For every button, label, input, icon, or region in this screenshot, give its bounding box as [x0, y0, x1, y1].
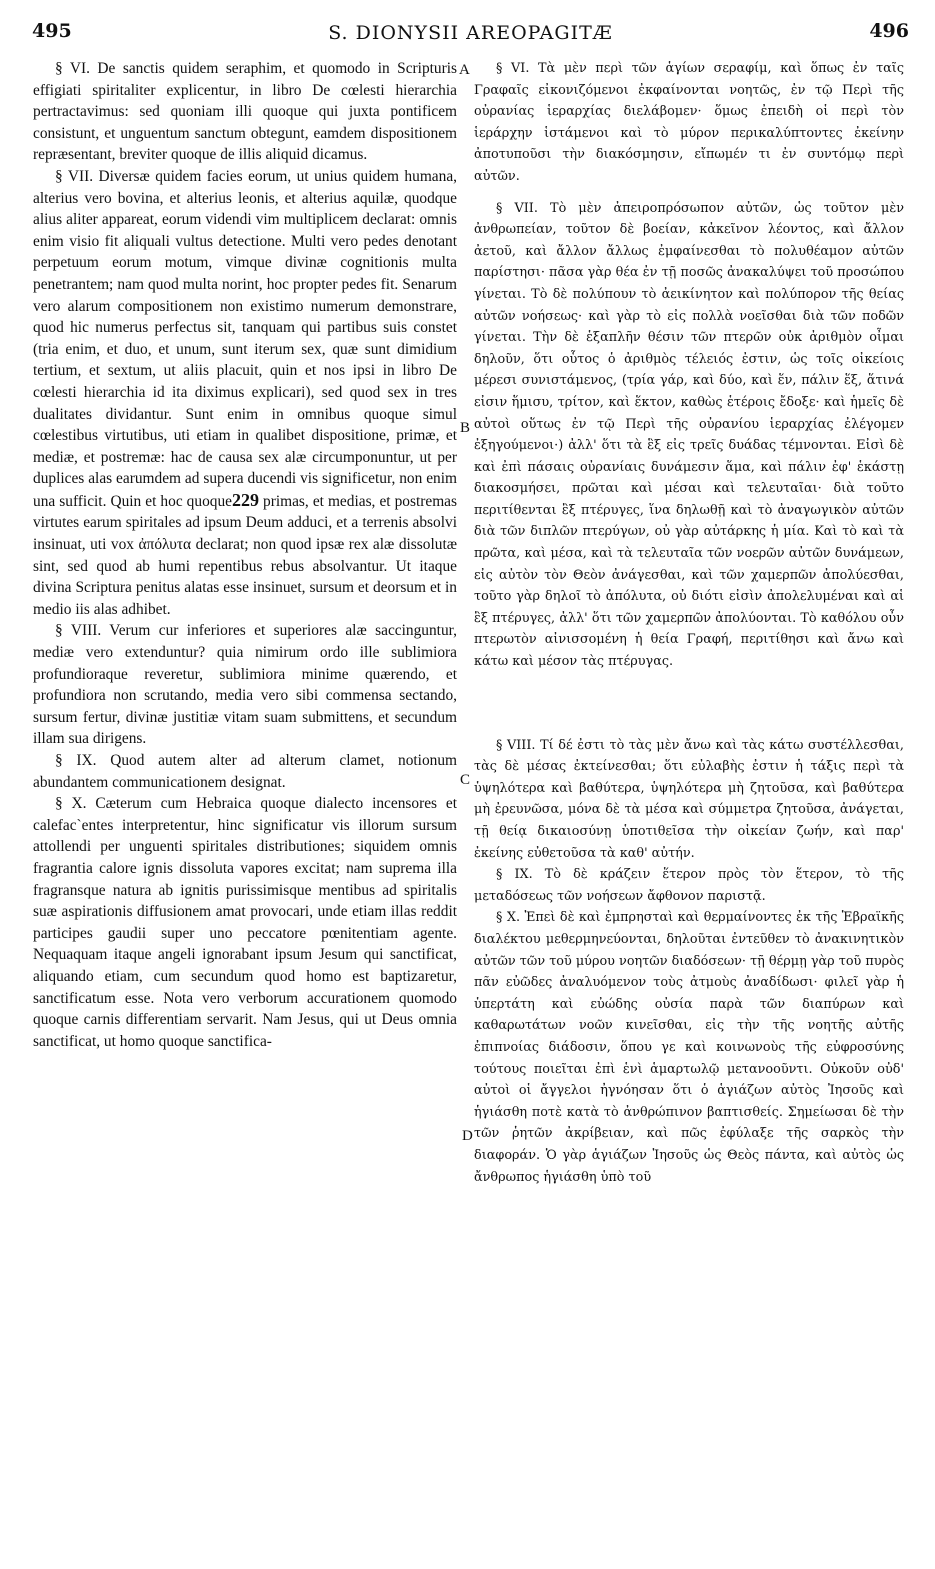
greek-paragraph-9: § IX. Τὸ δὲ κράζειν ἕτερον πρὸς τὸν ἕτερον, τὸ τῆς μεταδόσεως τῶν νοήσεων ἄφθονον παριστᾷ. — [474, 867, 904, 904]
greek-paragraph-10: § X. Ἐπεὶ δὲ καὶ ἐμπρησταὶ καὶ θερμαίνοντες ἐκ τῆς Ἑβραϊκῆς διαλέκτου μεθερμηνεύονται, δηλοῦται ἐντεῦθεν τὸ ἀνακινητικὸν αὐτῶν τῶν τοῦ μύρου νοητῶν διαδόσεων· τῇ θέρμῃ γὰρ τοῦ πυρὸς πᾶν εὐῶδες ἀναλυόμενον τοὺς ἀτμοὺς ἀναδίδωσι· φιλεῖ γὰρ ἡ ὑπερτάτη καὶ εὐώδης οὐσία παρὰ τῶν διαπύρων καὶ καθαρωτάτων νοῶν κινεῖσθαι, εἰς τὴν τῆς νοητῆς αὐτῆς ἐπιπνοίας διάδοσιν, ὅπου γε καὶ κοινωνοὺς τῆς εὐφροσύνης τούτους ποιεῖται ἐπὶ ἑνὶ ἁμαρτωλῷ μετανοοῦντι. Οὐκοῦν οὐδ' αὐτοὶ οἱ ἄγγελοι ἠγνόησαν ὅτι ὁ ἁγιάζων αὐτὸς Ἰησοῦς καὶ ἡγιάσθη ποτὲ κατὰ τὸ ἀνθρώπινον βαπτισθείς. Σημείωσαι δὲ τὴν τῶν ῥητῶν ἀκρίβειαν, καὶ πῶς ἐφύλαξε τῆς σαρκὸς τὴν διαφοράν. Ὁ γὰρ ἁγιάζων Ἰησοῦς ὡς Θεὸς πάντα, καὶ αὐτὸς ὡς ἄνθρωπος ἡγιάσθη ὑπὸ τοῦ — [474, 910, 904, 1185]
margin-letter-a: A — [459, 62, 470, 78]
greek-column — [474, 58, 904, 1558]
latin-paragraph-7-text: § VII. Diversæ quidem facies eorum, ut unius quidem humana, alterius vero bovina, et alterius leonis, et alterius aquilæ, quodque alius aliter appareat, eorum videndi vim multiplicem declarat: omnis enim visio fit aliquali vultus detectione. Multi vero pedes denotant perpetuum eorum motum, vimque divinæ cognitionis multa penetrantem; nam quod multa norint, hoc propter pedes fit. Senarum vero alarum compositionem non existimo numerum demonstrare, quod hic numerus perfectus sit, tanquam qui partibus suis constet (tria enim, et duo, et unum, sunt iterum sex, quæ sunt dimidium tertium, et sextum, ut aliis placuit, quin et nos ipsi in libro De cœlesti hierarchia id ita diximus explicari), sed quod sex in tres dualitates dividantur. Sunt enim in omnibus quoque simul cœlestibus virtutibus, uti etiam in qualibet dispositione, primæ, et mediæ, et postremæ: hac de causa sex alæ circumponuntur, ut per duplices alas earumdem ad supera ducendi vis significetur, non enim una sufficit. Quin et hoc quoque — [33, 167, 457, 510]
margin-letter-d: D — [462, 1128, 473, 1144]
latin-paragraph-8: § VIII. Verum cur inferiores et superiores alæ saccinguntur, mediæ vero extenduntur? quia nimirum ordo ille sublimiora profundioraque reveretur, sublimiora minime quærendo, et profundiora non scrutando, media vero sibi commensa sectando, sursum fertur, divinæ justitiæ vitam suam submittens, et secundum illam sua dirigens. — [33, 622, 457, 748]
page-number-right: 496 — [869, 20, 909, 42]
latin-paragraph-6: § VI. De sanctis quidem seraphim, et quomodo in Scripturis effigiati spiritaliter explicentur, in libro De cœlesti hierarchia pertractavimus: sed quoniam illi quoque qui juxta pontificem consistunt, et unguentum sanctum obtegunt, eamdem dispositionem repræsentant, breviter quoque de illis aliquid dicamus. — [33, 60, 457, 164]
margin-letter-c: C — [460, 772, 471, 788]
latin-column — [33, 58, 457, 1558]
latin-paragraph-7-cont: primas, et medias, et postremas virtutes earum spiritales ad ipsum Deum adduci, et a terrenis absolvi insinuat, uti vox ἀπόλυτα declarat; non quod ipsæ rex alæ dissolutæ sint, sed quod ab humi repentibus rebus absolvantur. Ut itaque divina Scriptura penitus alatas esse insinuet, sursum et deorsum et in medio iis alas adhibet. — [33, 492, 457, 618]
margin-letter-b: B — [460, 420, 471, 436]
page-number-left: 495 — [32, 20, 72, 42]
column-number: 229 — [232, 489, 259, 510]
running-title: S. DIONYSII AREOPAGITÆ — [328, 22, 613, 44]
latin-paragraph-10: § X. Cæterum cum Hebraica quoque dialecto incensores et calefac`entes interpretentur, hinc significatur vis illorum sursum attollendi per unguenti spiritales distributiones; siquidem omnis fragrantia calore ignis dissoluta vapores excitat; nam suprema illa fragransque natura ab ignitis purissimisque mentibus ad spiritalis suæ aspirationis diffusionem amat provocari, unde etiam illas reddit participes gaudii super uno peccatore pœnitentiam agente. Nequaquam itaque angeli ignorabant ipsum Jesum qui sanctificat, aliquando etiam, cum secundum quod homo est baptizaretur, sanctificatum esse. Nota vero verborum accurationem quomodo quoque carnis differentiam servarit. Nam Jesus, qui ut Deus omnia sanctificat, ut homo quoque sanctifica- — [33, 795, 457, 1050]
greek-paragraph-8: § VIII. Τί δέ ἐστι τὸ τὰς μὲν ἄνω καὶ τὰς κάτω συστέλλεσθαι, τὰς δὲ μέσας ἐκτείνεσθαι; ὅτι εὐλαβὴς ἐστιν ἡ τάξις περὶ τὰ ὑψηλότερα καὶ βαθύτερα, ὑψηλότερα μὴ ζητοῦσα, καὶ βαθύτερα μὴ ἐρευνῶσα, μόνα δὲ τὰ μέσα καὶ σύμμετρα ζητοῦσα, ἀνάγεται, τῇ θείᾳ δικαιοσύνῃ ὑποτιθεῖσα τὴν οἰκείαν ζωήν, καὶ παρ' ἐκείνης εὐθετοῦσα τὰ καθ' αὐτήν. — [474, 737, 904, 861]
greek-paragraph-6: § VI. Τὰ μὲν περὶ τῶν ἁγίων σεραφίμ, καὶ ὅπως ἐν ταῖς Γραφαῖς εἰκονιζόμενοι ἐκφαίνονται νοητῶς, ἐν τῷ Περὶ τῆς οὐρανίας ἱεραρχίας διελάβομεν· ὅμως ἐπειδὴ οἱ περὶ τὸν ἱεράρχην ἱστάμενοι καὶ τὸ μύρον περικαλύπτοντες ἐκείνην ἀποτυποῦσι τὴν διακόσμησιν, εἴπωμέν τι ἐν συντόμῳ περὶ αὐτῶν. — [474, 61, 904, 184]
latin-paragraph-7 — [33, 166, 457, 620]
latin-paragraph-9: § IX. Quod autem alter ad alterum clamet, notionum abundantem communicationem designat. — [33, 752, 457, 791]
page-header — [32, 18, 909, 52]
greek-paragraph-7: § VII. Τὸ μὲν ἀπειροπρόσωπον αὐτῶν, ὡς τοῦτον μὲν ἀνθρωπείαν, τοῦτον δὲ βοείαν, κἀκεῖνον λέοντος, καὶ ἄλλον ἀετοῦ, καὶ ἄλλον ἄλλως ἐμφαίνεσθαι τὸ πολυθέαμον αὐτῶν παρίστησι· πᾶσα γὰρ θέα ἐν τῇ ποσῶς ἀνακαλύψει τοῦ προσώπου γίνεται. Τὸ δὲ πολύπουν τὸ ἀεικίνητον καὶ πολύπορον τῆς θείας αὐτῶν νοήσεως· καὶ γὰρ τὸ εἰς πολλὰ νοεῖσθαι διὰ τῶν ποδῶν γίνεται. Τὴν δὲ ἑξαπλῆν θέσιν τῶν πτερῶν οὐκ ἀριθμὸν οἶμαι δηλοῦν, ὅτι οὗτος ὁ ἀριθμὸς τέλειός ἐστιν, ὡς τοῖς οἰκείοις μέρεσι συνιστάμενος, (τρία γάρ, καὶ δύο, καὶ ἕν, πάλιν ἕξ, ἅτινά εἰσιν ἥμισυ, τρίτον, καὶ ἕκτον, καθὼς ἑτέροις ἔδοξε· καὶ ἡμεῖς δὲ αὐτοὶ οὕτως ἐν τῷ Περὶ τῆς οὐρανίου ἱεραρχίας ἐλέγομεν ἐξηγούμενοι·) ἀλλ' ὅτι τὰ ἓξ εἰς τρεῖς δυάδας τέμνονται. Εἰσὶ δὲ καὶ ἐπὶ πάσαις οὐρανίαις δυνάμεσιν ἅμα, καὶ πάλιν ἐφ' ἑκάστῃ διακοσμήσει, πρῶται καὶ μέσαι καὶ τελευταῖαι· διὰ τοῦτο περιτίθενται ἓξ πτέρυγες, ἵνα δηλωθῇ καὶ τὸ ἀναγωγικὸν αὐτῶν διὰ τῶν διπλῶν πτερύγων, οὐ γὰρ αὐτάρκης ἡ μία. Καὶ τὸ καὶ τὰ πρῶτα, καὶ μέσα, καὶ τὰ τελευταῖα τῶν νοερῶν αὐτῶν δυνάμεων, εἰς αὐτὸν τὸν Θεὸν ἀνάγεσθαι, καὶ τῶν χαμερπῶν ἀπολύεσθαι, τοῦτο γὰρ δηλοῖ τὸ ἀπόλυτα, οὐ διότι εἰσὶν ἀπολελυμέναι καὶ αἱ ἓξ πτέρυγες, ἀλλ' ὅτι τῶν χαμερπῶν ἀπολύονται. Τὸ καθόλου οὖν πτερωτὸν αἰνισσομένη ἡ θεία Γραφή, περιτίθησι καὶ ἄνω καὶ κάτω καὶ μέσον τὰς πτέρυγας. — [474, 200, 904, 670]
